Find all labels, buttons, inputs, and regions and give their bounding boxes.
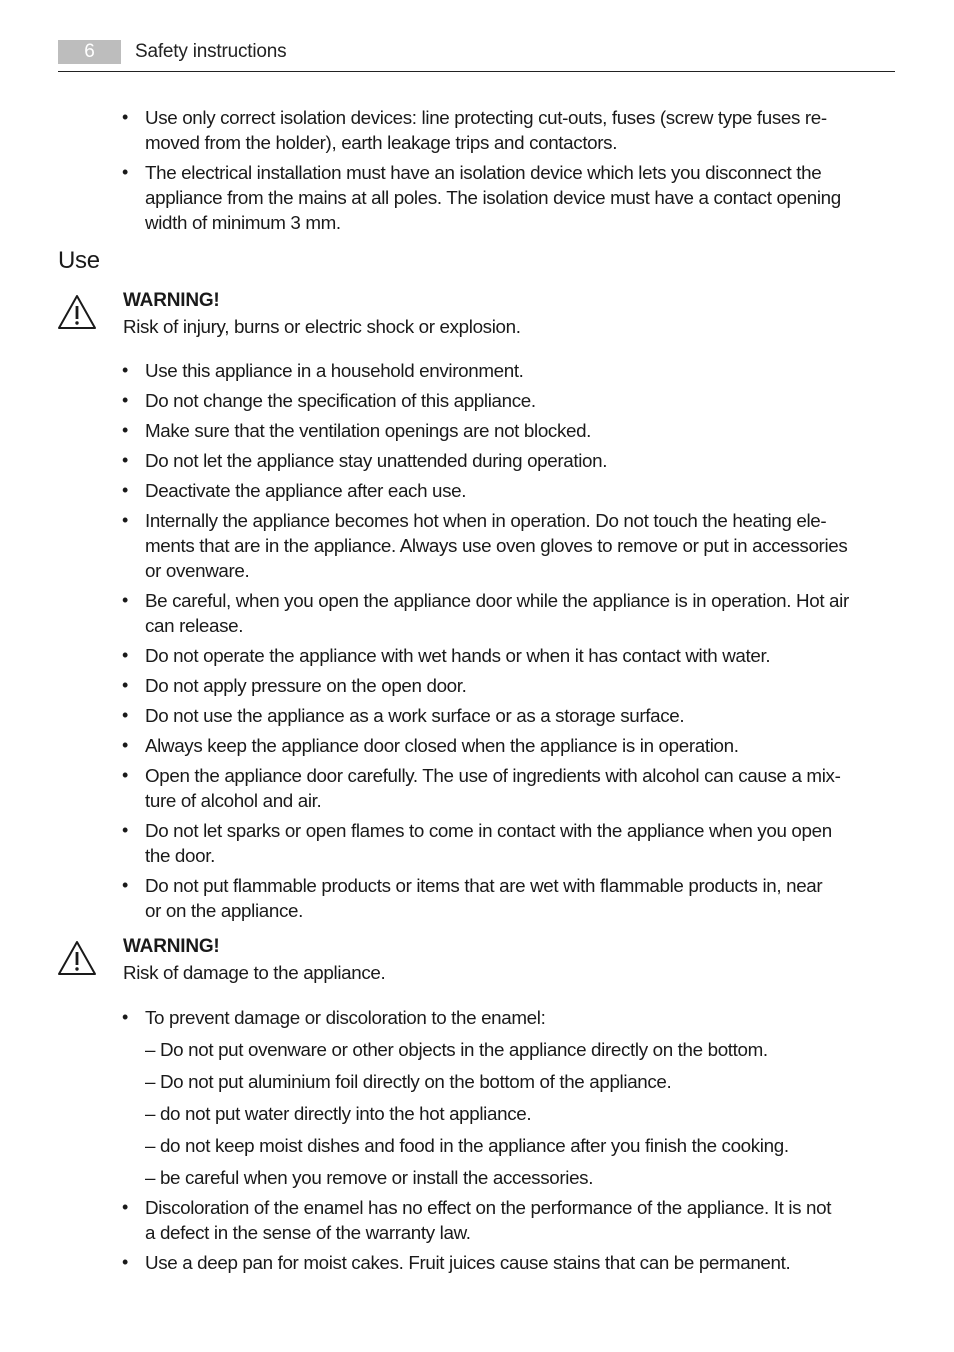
bullet: • <box>122 735 128 755</box>
list-item <box>0 1005 897 1030</box>
bullet: • <box>122 162 128 182</box>
list-item <box>0 733 897 758</box>
warning-title: WARNING! <box>123 936 220 957</box>
list-item-text: Use a deep pan for moist cakes. Fruit juices cause stains that can be permanent. <box>145 1252 791 1273</box>
list-item-text: Deactivate the appliance after each use. <box>145 480 467 501</box>
list-item-text: Do not let sparks or open flames to come in contact with the appliance when you open the door. <box>145 820 832 866</box>
list-item-text: Do not apply pressure on the open door. <box>145 675 467 696</box>
warning-text: Risk of damage to the appliance. <box>123 962 386 983</box>
list-item-text: Internally the appliance becomes hot when in operation. Do not touch the heating ele- ments that are in the appliance. Always use oven gloves to remove or put in accessories or ovenware. <box>145 510 848 581</box>
list-item <box>0 643 897 668</box>
list-item-text: Be careful, when you open the appliance door while the appliance is in operation. Hot air can release. <box>145 590 849 636</box>
list-item <box>0 1250 897 1275</box>
bullet: • <box>122 1007 128 1027</box>
list-item-text: Open the appliance door carefully. The use of ingredients with alcohol can cause a mix- ture of alcohol and air. <box>145 765 841 811</box>
warning-triangle-icon <box>57 940 97 976</box>
sub-list-item: – Do not put ovenware or other objects in the appliance directly on the bottom. <box>145 1039 768 1060</box>
list-item <box>0 588 897 638</box>
list-item <box>0 448 897 473</box>
damage-list <box>0 1005 897 1280</box>
list-item-text: Do not put flammable products or items that are wet with flammable products in, near or on the appliance. <box>145 875 823 921</box>
bullet: • <box>122 480 128 500</box>
list-item-text: Discoloration of the enamel has no effect on the performance of the appliance. It is not a defect in the sense of the warranty law. <box>145 1197 832 1243</box>
list-item <box>0 388 897 413</box>
use-list <box>0 358 897 928</box>
list-item <box>0 478 897 503</box>
bullet: • <box>122 1252 128 1272</box>
bullet: • <box>122 820 128 840</box>
list-item <box>0 873 897 923</box>
bullet: • <box>122 510 128 530</box>
list-item <box>0 418 897 443</box>
list-item <box>0 673 897 698</box>
sub-list-item: – be careful when you remove or install the accessories. <box>145 1167 594 1188</box>
list-item <box>0 160 897 235</box>
list-item-text: The electrical installation must have an isolation device which lets you disconnect the appliance from the mains at all poles. The isolation device must have a contact opening width of minimum 3 mm. <box>145 162 841 233</box>
warning-title: WARNING! <box>123 290 220 311</box>
sub-list-item: – Do not put aluminium foil directly on the bottom of the appliance. <box>145 1071 672 1092</box>
list-item-text: Use this appliance in a household environment. <box>145 360 524 381</box>
list-item-text: Use only correct isolation devices: line protecting cut-outs, fuses (screw type fuses re- moved from the holder), earth leakage trips and contactors. <box>145 107 827 153</box>
warning-triangle-icon <box>57 294 97 330</box>
bullet: • <box>122 765 128 785</box>
bullet: • <box>122 420 128 440</box>
list-item-text: Always keep the appliance door closed when the appliance is in operation. <box>145 735 739 756</box>
bullet: • <box>122 645 128 665</box>
list-item-text: Do not use the appliance as a work surface or as a storage surface. <box>145 705 685 726</box>
bullet: • <box>122 1197 128 1217</box>
warning-text: Risk of injury, burns or electric shock or explosion. <box>123 316 521 337</box>
list-item-text: Do not change the specification of this appliance. <box>145 390 536 411</box>
sub-list-item: – do not keep moist dishes and food in the appliance after you finish the cooking. <box>145 1135 789 1156</box>
list-item <box>0 703 897 728</box>
bullet: • <box>122 675 128 695</box>
section-title: Use <box>58 247 100 274</box>
bullet: • <box>122 705 128 725</box>
bullet: • <box>122 875 128 895</box>
header-title: Safety instructions <box>135 41 287 62</box>
list-item <box>0 508 897 583</box>
list-item <box>0 105 897 155</box>
list-item <box>0 1195 897 1245</box>
list-item-text: To prevent damage or discoloration to the enamel: <box>145 1007 546 1028</box>
page-header <box>58 40 895 72</box>
intro-list <box>0 105 897 240</box>
bullet: • <box>122 360 128 380</box>
list-item-text: Make sure that the ventilation openings are not blocked. <box>145 420 592 441</box>
page-number: 6 <box>58 40 121 64</box>
list-item <box>0 358 897 383</box>
bullet: • <box>122 590 128 610</box>
list-item-text: Do not let the appliance stay unattended during operation. <box>145 450 608 471</box>
list-item <box>0 818 897 868</box>
bullet: • <box>122 450 128 470</box>
list-item <box>0 763 897 813</box>
bullet: • <box>122 390 128 410</box>
sub-list-item: – do not put water directly into the hot appliance. <box>145 1103 532 1124</box>
list-item-text: Do not operate the appliance with wet hands or when it has contact with water. <box>145 645 771 666</box>
bullet: • <box>122 107 128 127</box>
